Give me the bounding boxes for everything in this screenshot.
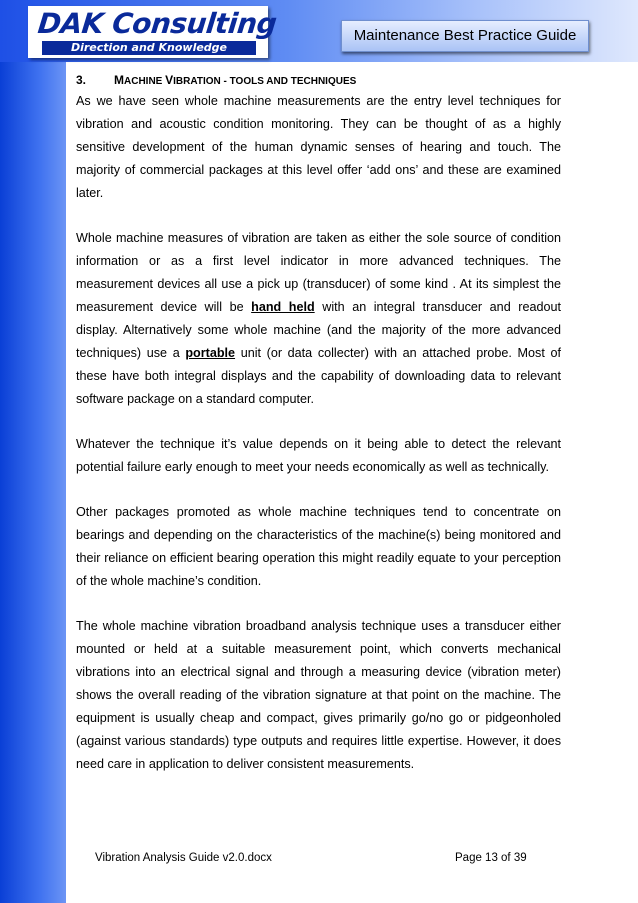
portable-emphasis: portable [185, 346, 236, 360]
paragraph-2 [76, 227, 561, 411]
side-band [0, 0, 66, 903]
paragraph-2-text-c: with an integral transducer and readout display. Alternatively some whole machine (and the majority of the more advanced techniques) use a [76, 300, 561, 360]
company-logo [28, 6, 278, 58]
section-number: 3. [76, 73, 87, 87]
paragraph-2-text-e: unit (or data collecter) with an attached probe. Most of these have both integral displays and the capability of downloading data to relevant software package on a standard computer. [76, 346, 561, 406]
section-title-rest1: ACHINE [124, 76, 166, 87]
paragraph-4: Other packages promoted as whole machine techniques tend to concentrate on bearings and depending on the characteristics of the machine(s) being monitored and their reliance on efficient bearing operation this might readily equate to your perception of the whole machine’s condition. [76, 505, 561, 588]
section-heading [76, 72, 561, 90]
section-title-cap1: M [114, 73, 124, 87]
footer-page-number: Page 13 of 39 [455, 852, 527, 864]
paragraph-2-text-a: Whole machine measures of vibration are taken as either the sole source of condition information or as a first level indicator in more advanced techniques. The measurement devices all use a pick up (transducer) of some kind . At its simplest the measurement device will be [76, 231, 561, 314]
logo-name: DAK Consulting [36, 7, 278, 40]
guide-title: Maintenance Best Practice Guide [341, 20, 589, 52]
footer-filename: Vibration Analysis Guide v2.0.docx [95, 852, 272, 864]
page-content [76, 72, 561, 798]
paragraph-1: As we have seen whole machine measurements are the entry level techniques for vibration and acoustic condition monitoring. They can be thought of as a highly sensitive development of the human dynamic senses of hearing and touch. The majority of commercial packages at this level offer ‘add ons’ and these are examined later. [76, 94, 561, 200]
section-title-cap2: V [165, 73, 174, 87]
logo-tagline: Direction and Knowledge [42, 41, 256, 55]
paragraph-5: The whole machine vibration broadband analysis technique uses a transducer either mounted or held at a suitable measurement point, which converts mechanical vibrations into an electrical signal and through a measuring device (vibration meter) shows the overall reading of the vibration signature at that point on the machine. The equipment is usually cheap and compact, gives primarily go/no go or pidgeonholed (against various standards) type outputs and requires little expertise. However, it does need care in application to deliver consistent measurements. [76, 619, 561, 771]
section-title-rest2: IBRATION - TOOLS AND TECHNIQUES [173, 76, 357, 87]
hand-held-emphasis: hand held [251, 300, 315, 314]
paragraph-3: Whatever the technique it’s value depends on it being able to detect the relevant potential failure early enough to meet your needs economically as well as technically. [76, 437, 561, 474]
